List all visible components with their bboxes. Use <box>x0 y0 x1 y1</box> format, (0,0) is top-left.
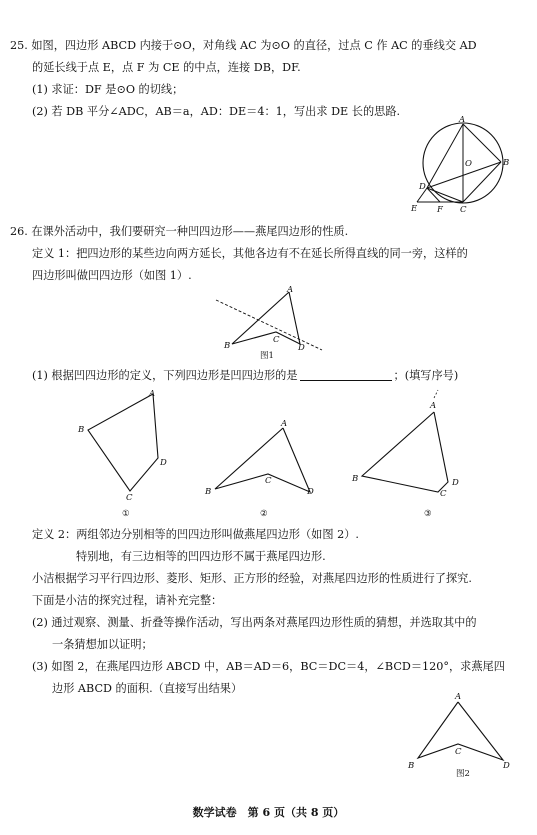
fig25-label-o: O <box>465 159 472 169</box>
q26-explore-line2: 下面是小洁的探究过程，请补充完整： <box>32 594 223 607</box>
opt2-label-c: C <box>265 476 272 486</box>
opt3-label-b: B <box>352 474 359 484</box>
q25-part1: (1) 求证：DF 是⊙O 的切线； <box>32 83 184 96</box>
fig2-label-a: A <box>455 692 462 702</box>
fig25-label-d: D <box>419 182 426 192</box>
fig25-label-f: F <box>437 205 443 215</box>
q26-explore-line1: 小洁根据学习平行四边形、菱形、矩形、正方形的经验，对燕尾四边形的性质进行了探究. <box>32 572 472 585</box>
q26-stem: 26. 在课外活动中，我们要研究一种凹四边形——燕尾四边形的性质. <box>10 225 349 238</box>
opt2-label-a: A <box>281 419 288 429</box>
page-footer: 数学试卷 第 6 页（共 8 页） <box>192 806 345 819</box>
q26-part1-text: (1) 根据凹四边形的定义，下列四边形是凹四边形的是 <box>32 369 298 382</box>
option-3-label: ③ <box>424 509 432 519</box>
fig2-label-b: B <box>408 761 415 771</box>
q25-circle-figure <box>408 115 518 218</box>
fig25-label-c: C <box>460 205 467 215</box>
fig2-label-c: C <box>455 747 462 757</box>
opt1-label-c: C <box>126 493 133 503</box>
q26-figure-2 <box>400 690 520 780</box>
answer-blank <box>300 369 392 381</box>
q26-def1-line2: 四边形叫做凹四边形（如图 1）. <box>32 269 192 282</box>
fig1-caption: 图1 <box>260 351 274 361</box>
q26-def1-line1: 定义 1：把四边形的某些边向两方延长，其他各边有不在延长所得直线的同一旁，这样的 <box>32 247 468 260</box>
fig1-label-d: D <box>298 343 305 353</box>
opt2-label-b: B <box>205 487 212 497</box>
option-1-label: ① <box>122 509 130 519</box>
q26-def2-line1: 定义 2：两组邻边分别相等的凹四边形叫做燕尾四边形（如图 2）. <box>32 528 359 541</box>
q26-part1-suffix: ；(填写序号) <box>393 369 459 382</box>
q26-part3-line1: (3) 如图 2，在燕尾四边形 ABCD 中，AB＝AD＝6，BC＝DC＝4，∠BCD＝120°，求燕尾四 <box>32 660 505 673</box>
opt1-label-b: B <box>78 425 85 435</box>
opt2-label-d: D <box>307 487 314 497</box>
q26-option-figures <box>70 388 470 518</box>
q25-stem-line1: 25. 如图，四边形 ABCD 内接于⊙O，对角线 AC 为⊙O 的直径，过点 C 作 AC 的垂线交 AD <box>10 39 477 52</box>
q26-part3-line2: 边形 ABCD 的面积.（直接写出结果） <box>52 682 243 695</box>
fig1-label-c: C <box>273 335 280 345</box>
opt3-label-d: D <box>452 478 459 488</box>
option-2-label: ② <box>260 509 268 519</box>
q26-part1 <box>32 368 458 383</box>
q26-def2-line2: 特别地，有三边相等的凹四边形不属于燕尾四边形. <box>76 550 326 563</box>
fig25-label-a: A <box>459 115 466 125</box>
fig25-label-e: E <box>411 204 418 214</box>
q26-part2-line1: (2) 通过观察、测量、折叠等操作活动，写出两条对燕尾四边形性质的猜想，并选取其中的 <box>32 616 477 629</box>
opt3-label-a: A <box>430 401 437 411</box>
opt1-label-d: D <box>160 458 167 468</box>
fig1-label-b: B <box>224 341 231 351</box>
q26-part2-line2: 一条猜想加以证明； <box>52 638 153 651</box>
q25-stem-line2: 的延长线于点 E，点 F 为 CE 的中点，连接 DB，DF. <box>32 61 301 74</box>
q26-figure-1 <box>214 286 324 366</box>
opt1-label-a: A <box>149 389 156 399</box>
fig25-label-b: B <box>503 158 510 168</box>
q25-part2: (2) 若 DB 平分∠ADC，AB＝a，AD：DE＝4：1，写出求 DE 长的思路. <box>32 105 401 118</box>
opt3-label-c: C <box>440 489 447 499</box>
fig1-label-a: A <box>287 285 294 295</box>
fig2-label-d: D <box>503 761 510 771</box>
fig2-caption: 图2 <box>456 769 470 779</box>
